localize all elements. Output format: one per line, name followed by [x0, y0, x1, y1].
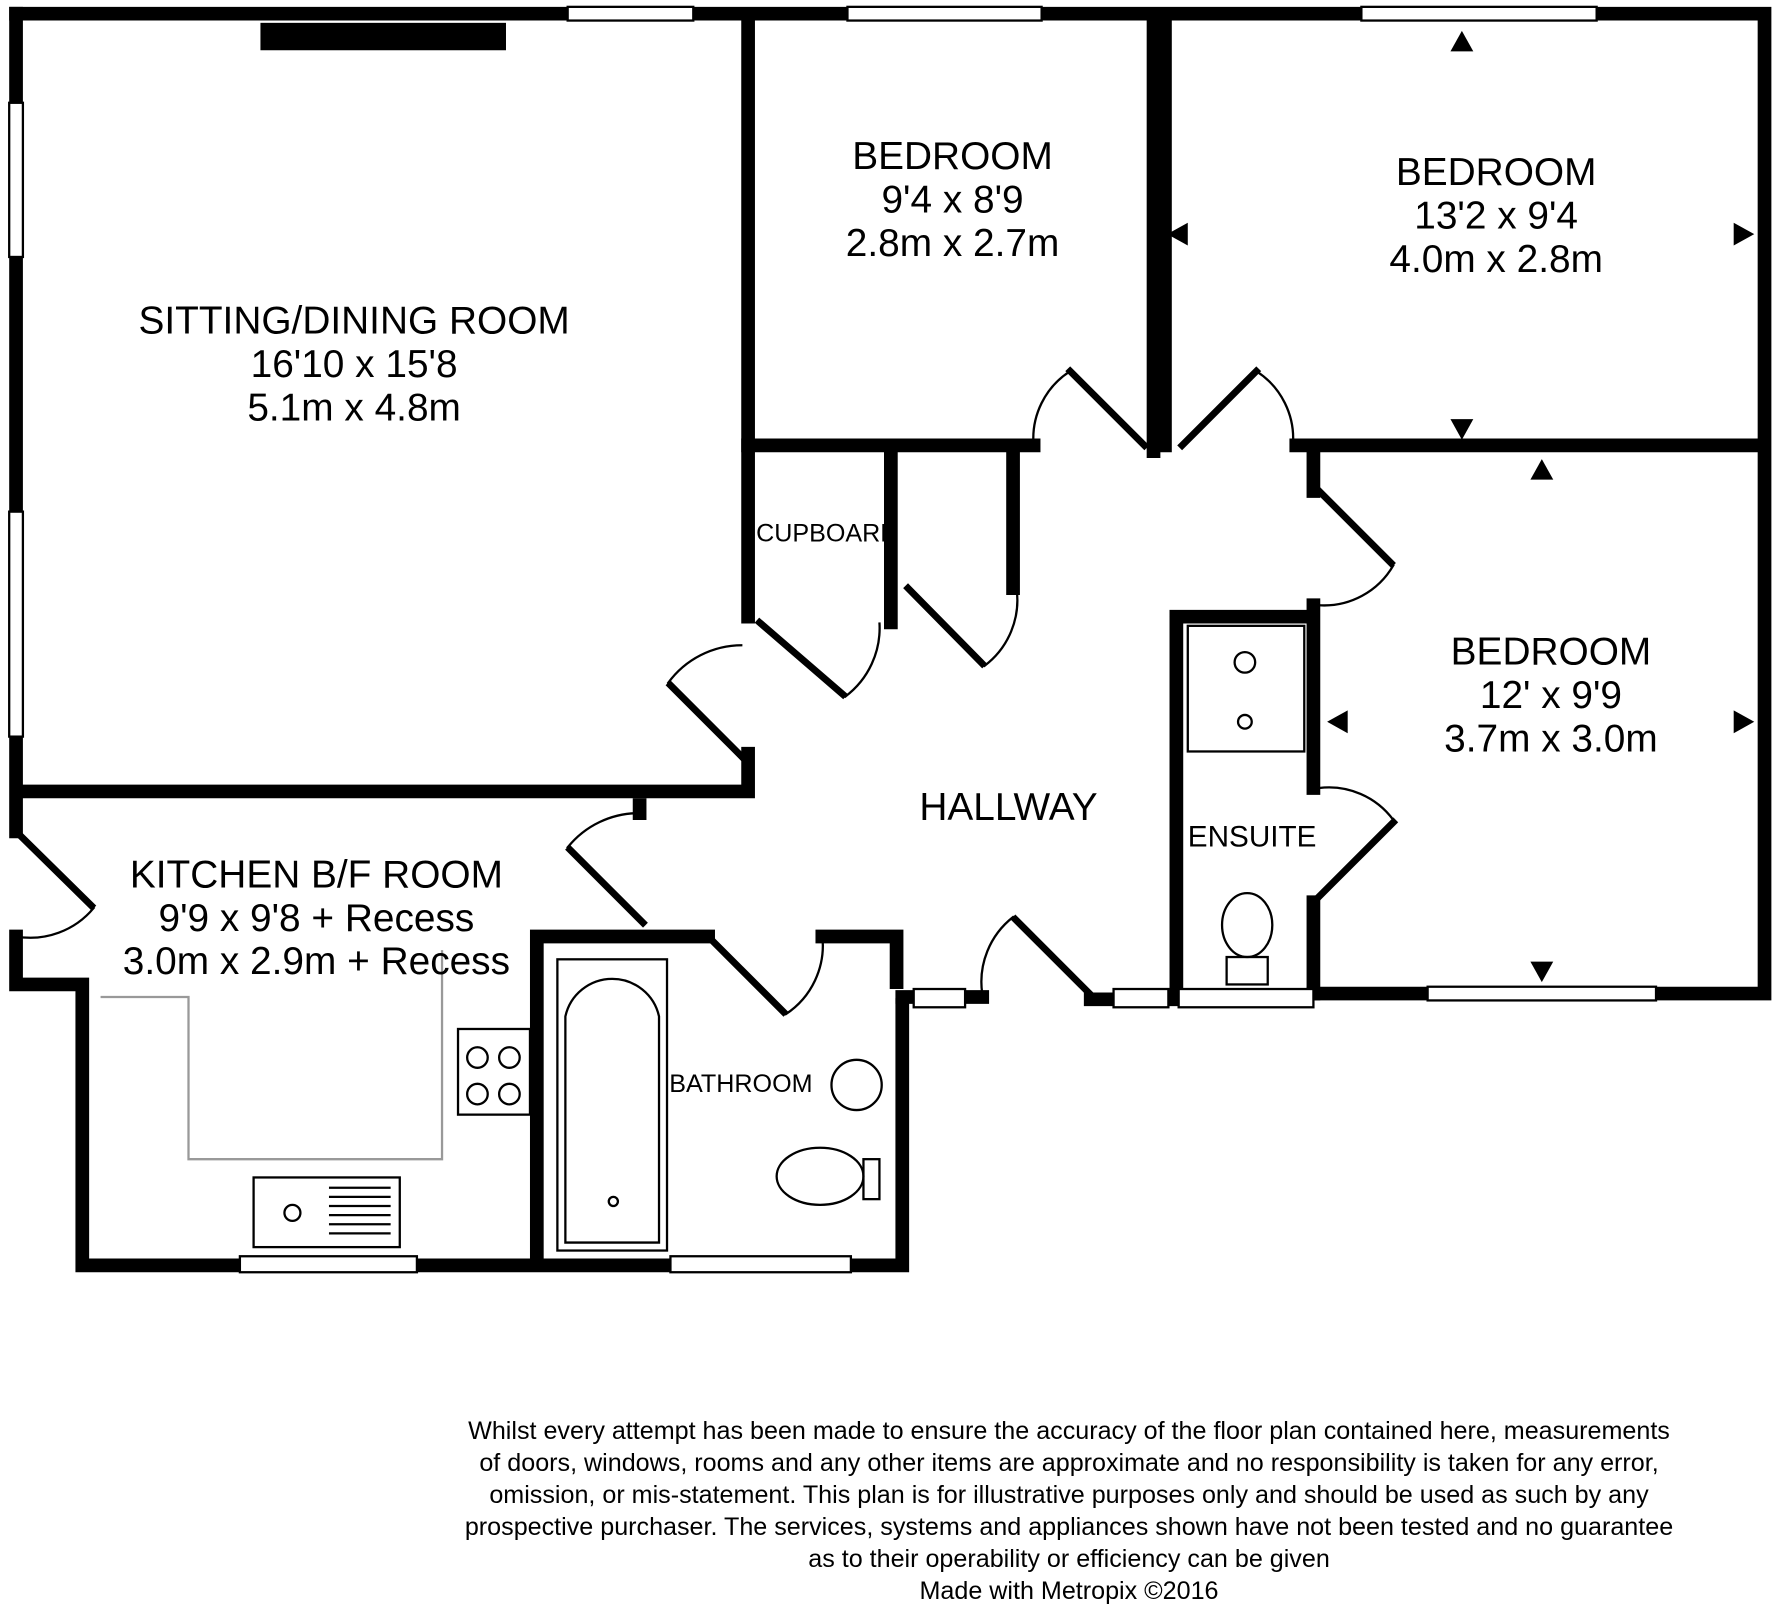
disclaimer-line: of doors, windows, rooms and any other items are approximate and no responsibility is taken for any error, [479, 1448, 1659, 1477]
ensuite-toilet [1222, 893, 1272, 957]
cupboard-name: CUPBOARD [756, 519, 899, 548]
disclaimer-line: prospective purchaser. The services, systems and appliances shown have not been tested and no guarantee [464, 1512, 1674, 1541]
bathroom-name: BATHROOM [669, 1069, 813, 1098]
disclaimer-line: omission, or mis-statement. This plan is for illustrative purposes only and should be used as such by any [489, 1480, 1649, 1509]
bedroom3-name: BEDROOM [1450, 630, 1652, 674]
bedroom1-metric: 2.8m x 2.7m [845, 221, 1060, 265]
bedroom2-name: BEDROOM [1395, 151, 1597, 195]
bedroom1-imperial: 9'4 x 8'9 [881, 178, 1024, 222]
shower [1188, 626, 1304, 752]
kitchen-metric: 3.0m x 2.9m + Recess [122, 940, 511, 984]
sitting-imperial: 16'10 x 15'8 [250, 342, 458, 386]
ensuite-name: ENSUITE [1187, 820, 1317, 854]
bedroom2-metric: 4.0m x 2.8m [1389, 237, 1603, 281]
hallway-name: HALLWAY [919, 785, 1098, 829]
kitchen-name: KITCHEN B/F ROOM [129, 853, 503, 897]
basin [831, 1060, 881, 1110]
credit: Made with Metropix ©2016 [919, 1576, 1219, 1605]
hob [458, 1029, 530, 1115]
toilet [777, 1148, 864, 1205]
bedroom2-imperial: 13'2 x 9'4 [1414, 194, 1579, 238]
radiator [260, 23, 506, 50]
bedroom1-name: BEDROOM [852, 135, 1053, 179]
sitting-metric: 5.1m x 4.8m [247, 386, 461, 430]
disclaimer-line: Whilst every attempt has been made to ensure the accuracy of the floor plan contained here, measurements [468, 1416, 1670, 1445]
disclaimer [465, 1417, 1673, 1605]
kitchen-imperial: 9'9 x 9'8 + Recess [158, 896, 475, 940]
disclaimer-line: as to their operability or efficiency can be given [808, 1544, 1330, 1573]
sitting-name: SITTING/DINING ROOM [138, 299, 570, 343]
bedroom3-imperial: 12' x 9'9 [1479, 674, 1623, 718]
bedroom3-metric: 3.7m x 3.0m [1444, 717, 1658, 761]
